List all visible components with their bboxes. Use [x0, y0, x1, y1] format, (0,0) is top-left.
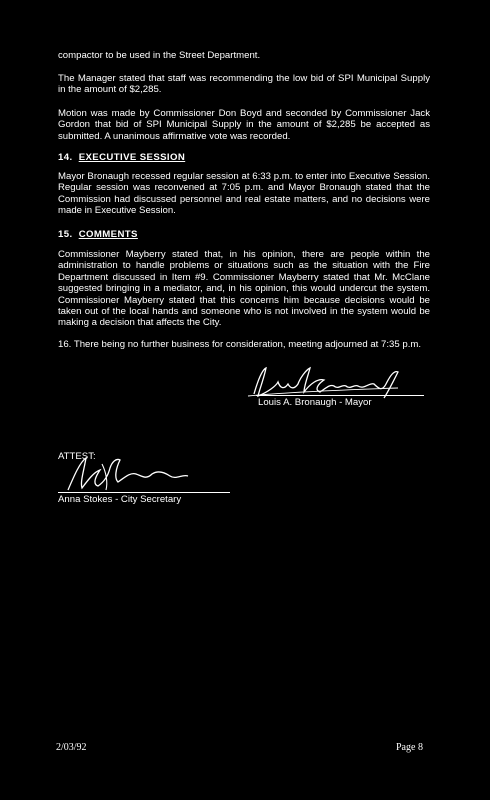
- section-title: COMMENTS: [78, 229, 138, 240]
- attest-label: ATTEST:: [58, 451, 96, 462]
- mayor-signature-line: [256, 395, 424, 396]
- section-heading-executive-session: [58, 152, 185, 163]
- section-number: 15.: [58, 229, 73, 240]
- paragraph-compactor: compactor to be used in the Street Department.: [58, 50, 261, 61]
- footer-page-number: Page 8: [396, 742, 423, 753]
- section-heading-comments: [58, 229, 138, 240]
- footer-date: 2/03/92: [56, 742, 87, 753]
- mayor-signature: [248, 362, 408, 402]
- paragraph-adjournment: 16. There being no further business for consideration, meeting adjourned at 7:35 p.m.: [58, 339, 422, 350]
- paragraph-comments: Commissioner Mayberry stated that, in his opinion, there are people within the administration to handle problems or situations such as the situation with the Fire Department discussed in Item #9. Commissioner Mayberry stated that Mr. McClane suggested bringing in a mediator, and, in his opinion, this would undercut the system. Commissioner Mayberry stated that this concerns him because decisions would be taken out of the local hands and someone who is not involved in the system would be making a decision that affects the City.: [58, 249, 430, 329]
- secretary-name: Anna Stokes - City Secretary: [58, 494, 182, 505]
- paragraph-manager-recommendation: The Manager stated that staff was recommending the low bid of SPI Municipal Supply in the amount of $2,285.: [58, 73, 430, 96]
- paragraph-executive-session: Mayor Bronaugh recessed regular session at 6:33 p.m. to enter into Executive Session. Regular session was reconvened at 7:05 p.m. and Mayor Bronaugh stated that the Commission had discussed personnel and real estate matters, and no decisions were made in Executive Session.: [58, 171, 430, 217]
- secretary-signature: [62, 452, 202, 494]
- paragraph-motion: Motion was made by Commissioner Don Boyd and seconded by Commissioner Jack Gordon that bid of SPI Municipal Supply in the amount of $2,285 be accepted as submitted. A unanimous affirmative vote was recorded.: [58, 108, 430, 142]
- mayor-name: Louis A. Bronaugh - Mayor: [258, 397, 372, 408]
- secretary-signature-line: [58, 492, 230, 493]
- section-title: EXECUTIVE SESSION: [78, 152, 186, 163]
- section-number: 14.: [58, 152, 73, 163]
